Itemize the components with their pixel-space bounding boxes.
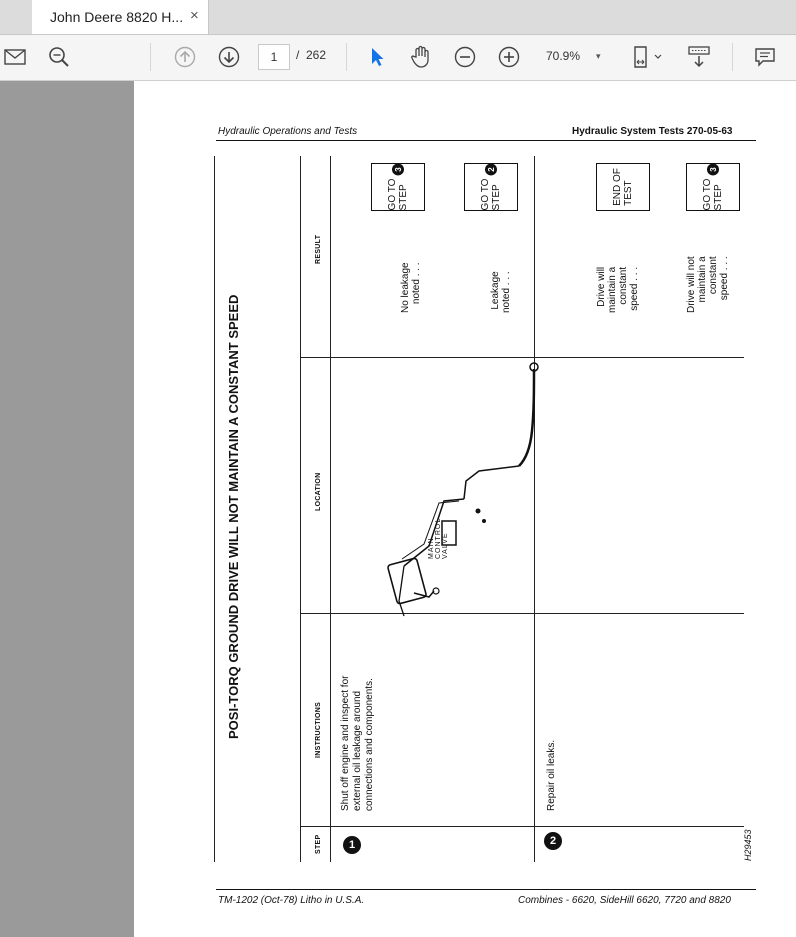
step-instruction: Shut off engine and inspect for external oil leakage around connections and components. [340, 675, 375, 811]
header-rule [216, 140, 756, 141]
page-up-icon[interactable] [172, 44, 198, 70]
zoom-in-icon[interactable] [496, 44, 522, 70]
hand-icon[interactable] [408, 44, 434, 70]
toolbar-divider [150, 43, 151, 71]
step-instruction: Repair oil leaks. [546, 739, 557, 811]
select-arrow-icon[interactable] [364, 44, 390, 70]
fit-page-icon[interactable] [630, 44, 666, 70]
go-to-step-box [686, 163, 740, 211]
mail-icon[interactable] [2, 44, 28, 70]
box-action: GO TO STEP [702, 178, 724, 211]
toolbar-divider [346, 43, 347, 71]
footer-rule [216, 889, 756, 890]
page-header-left: Hydraulic Operations and Tests [218, 126, 358, 137]
chevron-down-icon: ▾ [596, 51, 601, 61]
page-number-input[interactable]: 1 [258, 44, 290, 70]
tab-bar [0, 0, 796, 35]
go-to-step-box [371, 163, 425, 211]
table-left-border [214, 156, 215, 862]
step-number: 1 [343, 836, 361, 854]
end-of-test-box [596, 163, 650, 211]
box-action: END OF TEST [612, 168, 634, 206]
comment-icon[interactable] [752, 44, 778, 70]
box-action: GO TO STEP [480, 178, 502, 211]
result-text: Drive will not maintain a constant speed . . . [686, 256, 730, 313]
result-text: No leakage noted . . . [400, 262, 422, 313]
document-tab[interactable] [32, 0, 209, 34]
figure-number: H29453 [743, 829, 753, 861]
toolbar-divider [732, 43, 733, 71]
go-to-step-box [464, 163, 518, 211]
zoom-out-icon[interactable] [452, 44, 478, 70]
table-header-rule [300, 156, 301, 862]
hydraulic-line-diagram [384, 361, 554, 621]
close-icon[interactable]: × [190, 7, 199, 24]
page-footer-right: Combines - 6620, SideHill 6620, 7720 and 8820 [518, 895, 731, 906]
page-footer-left: TM-1202 (Oct-78) Litho in U.S.A. [218, 895, 365, 906]
page-separator: / [296, 48, 300, 62]
pdf-page [134, 81, 796, 937]
result-column-divider [300, 357, 744, 358]
box-target: 3 [392, 164, 404, 176]
result-text: Leakage noted . . . [490, 271, 512, 313]
column-header-step: STEP [315, 834, 322, 854]
step-column-divider [300, 826, 744, 827]
column-header-instructions: INSTRUCTIONS [315, 701, 322, 758]
diagram-label: MAIN CONTROL VALVE [428, 517, 449, 559]
box-target: 2 [485, 164, 497, 176]
zoom-value: 70.9% [546, 49, 581, 63]
zoom-select[interactable] [538, 44, 610, 68]
scroll-mode-icon[interactable] [686, 44, 712, 70]
document-viewer[interactable] [0, 81, 796, 937]
toolbar [0, 35, 796, 81]
tab-title: John Deere 8820 H... [50, 9, 184, 25]
page-total: 262 [306, 48, 327, 62]
result-text: Drive will maintain a constant speed . . . [596, 266, 640, 313]
box-target: 3 [707, 164, 719, 176]
column-header-result: RESULT [315, 234, 322, 264]
page-down-icon[interactable] [216, 44, 242, 70]
page-header-right: Hydraulic System Tests 270-05-63 [572, 126, 733, 137]
search-icon[interactable] [46, 44, 72, 70]
table-header-rule-2 [330, 156, 331, 862]
column-header-location: LOCATION [315, 472, 322, 511]
box-action: GO TO STEP [387, 178, 409, 211]
page-title: POSI-TORQ GROUND DRIVE WILL NOT MAINTAIN A CONSTANT SPEED [226, 294, 241, 739]
step-number: 2 [544, 832, 562, 850]
